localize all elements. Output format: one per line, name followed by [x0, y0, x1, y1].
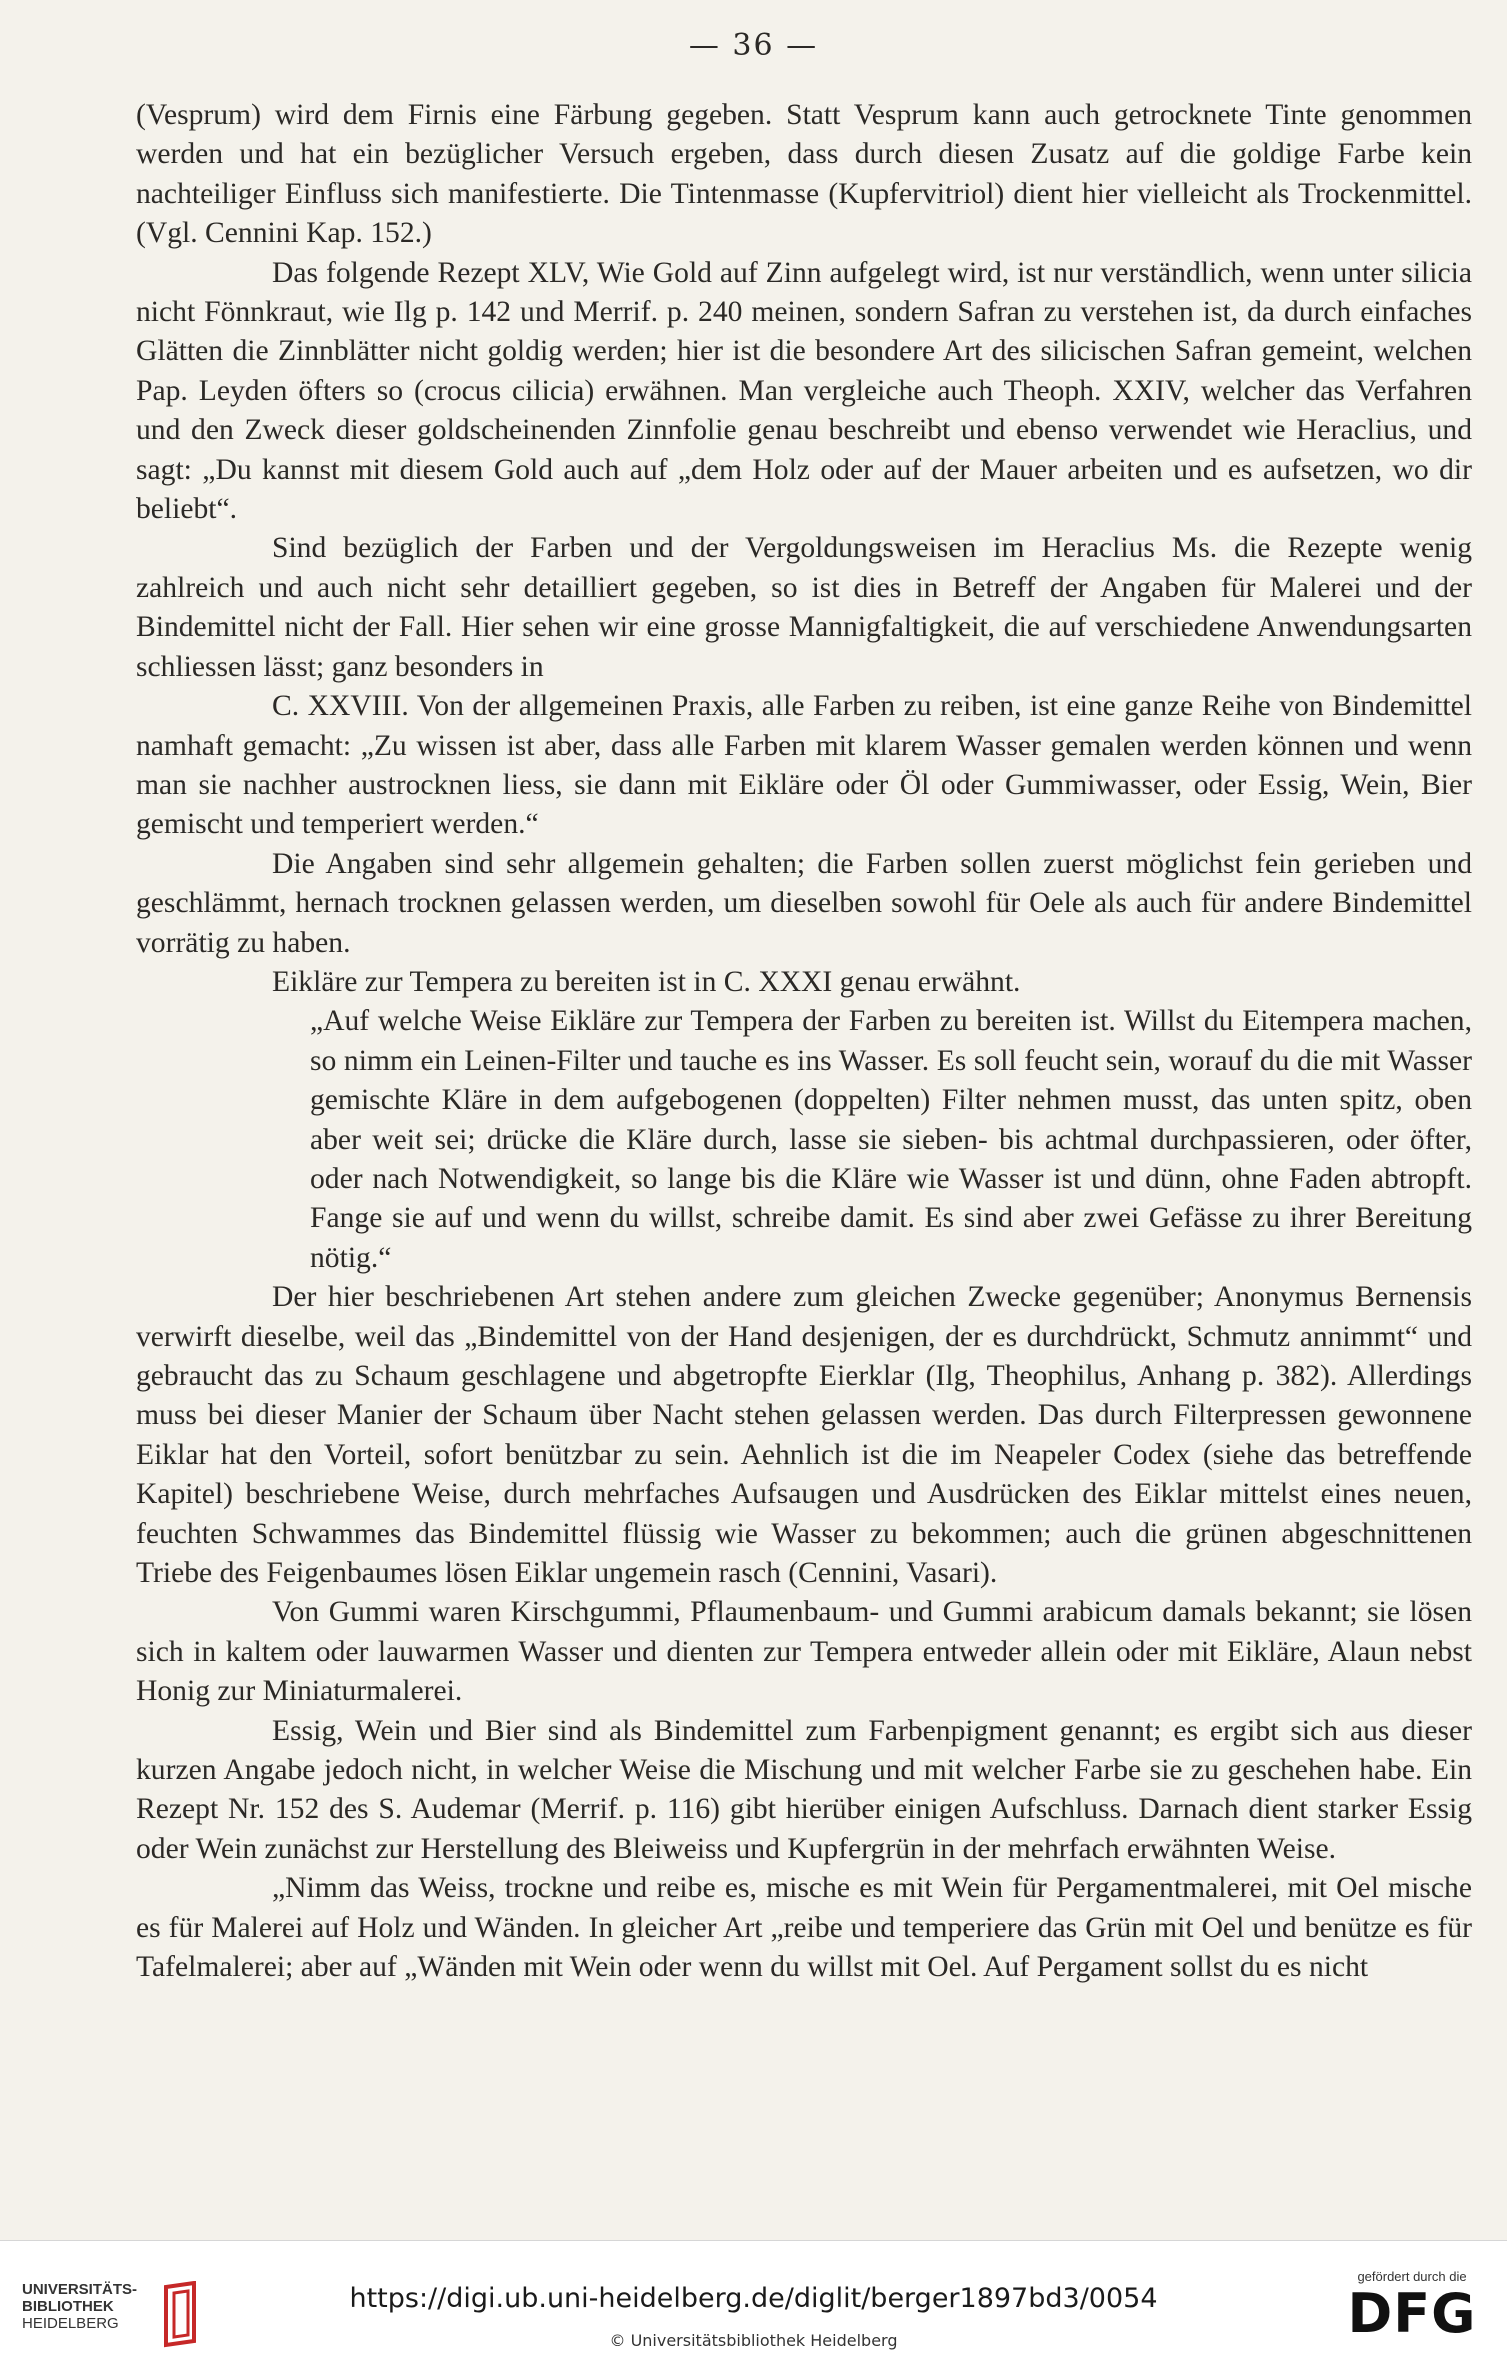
paragraph-5: Die Angaben sind sehr allgemein gehalten; die Farben sollen zuerst möglichst fein gerieben und geschlämmt, hernach trocknen gelassen werden, um dieselben sowohl für Oele als auch für andere Bindemittel vorrätig zu haben.	[136, 847, 1472, 959]
copyright-notice: © Universitätsbibliothek Heidelberg	[609, 2331, 898, 2350]
funder-label: gefördert durch die	[1357, 2269, 1467, 2284]
paragraph-7-quote: „Auf welche Weise Eikläre zur Tempera der Farben zu bereiten ist. Willst du Eitempera machen, so nimm ein Leinen-Filter und tauche es ins Wasser. Es soll feucht sein, worauf du die mit Wasser gemischte Kläre in dem aufgebogenen (doppelten) Filter nehmen musst, das unten spitz, oben aber weit sei; drücke die Kläre durch, lasse sie sieben- bis achtmal durchpassieren, oder öfter, oder nach Notwendigkeit, so lange bis die Kläre wie Wasser ist und dünn, ohne Faden abtropft. Fange sie auf und wenn du willst, schreibe damit. Es sind aber zwei Gefässe zu ihrer Bereitung nötig.“	[310, 1005, 1472, 1274]
paragraph-8: Der hier beschriebenen Art stehen andere zum gleichen Zwecke gegenüber; Anonymus Bernensis verwirft dieselbe, weil das „Bindemittel von der Hand desjenigen, der es durchdrückt, Schmutz annimmt“ und gebraucht das zu Schaum geschlagene und abgetropfte Eierklar (Ilg, Theophilus, Anhang p. 382). Allerdings muss bei dieser Manier der Schaum über Nacht stehen gelassen werden. Das durch Filterpressen gewonnene Eiklar hat den Vorteil, sofort benützbar zu sein. Aehnlich ist die im Neapeler Codex (siehe das betreffende Kapitel) beschriebene Weise, durch mehrfaches Aufsaugen und Ausdrücken des Eiklar mittelst eines neuen, feuchten Schwammes das Bindemittel flüssig wie Wasser zu bekommen; auch die grünen abgeschnittenen Triebe des Feigenbaumes lösen Eiklar ungemein rasch (Cennini, Vasari).	[136, 1281, 1472, 1590]
permalink-url[interactable]: https://digi.ub.uni-heidelberg.de/diglit/berger1897bd3/0054	[349, 2283, 1158, 2314]
library-line-3: HEIDELBERG	[22, 2315, 119, 2332]
paragraph-4: C. XXVIII. Von der allgemeinen Praxis, alle Farben zu reiben, ist eine ganze Reihe von Bindemittel namhaft gemacht: „Zu wissen ist aber, dass alle Farben mit klarem Wasser gemalen werden können und wenn man sie nachher austrocknen liess, sie dann mit Eikläre oder Öl oder Gummiwasser, oder Essig, Wein, Bier gemischt und temperiert werden.“	[136, 690, 1472, 841]
dfg-logo[interactable]: DFG	[1347, 2282, 1477, 2345]
paragraph-11: „Nimm das Weiss, trockne und reibe es, mische es mit Wein für Pergamentmalerei, mit Oel mische es für Malerei auf Holz und Wänden. In gleicher Art „reibe und temperiere das Grün mit Oel und benütze es für Tafelmalerei; aber auf „Wänden mit Wein oder wenn du willst mit Oel. Auf Pergament sollst du es nicht	[136, 1872, 1472, 1984]
library-line-2: BIBLIOTHEK	[22, 2298, 114, 2315]
page-number: — 36 —	[688, 28, 819, 63]
paragraph-1: (Vesprum) wird dem Firnis eine Färbung gegeben. Statt Vesprum kann auch getrocknete Tinte genommen werden und hat ein bezüglicher Versuch ergeben, dass durch diesen Zusatz auf die goldige Farbe kein nachteiliger Einfluss sich manifestierte. Die Tintenmasse (Kupfervitriol) dient hier vielleicht als Trockenmittel. (Vgl. Cennini Kap. 152.)	[136, 99, 1472, 250]
body-text	[136, 96, 1472, 1988]
paragraph-6: Eikläre zur Tempera zu bereiten ist in C. XXXI genau erwähnt.	[272, 965, 1021, 998]
library-line-1: UNIVERSITÄTS-	[22, 2281, 138, 2298]
paragraph-3: Sind bezüglich der Farben und der Vergoldungsweisen im Heraclius Ms. die Rezepte wenig zahlreich und auch nicht sehr detailliert gegeben, so ist dies in Betreff der Angaben für Malerei und der Bindemittel nicht der Fall. Hier sehen wir eine grosse Mannigfaltigkeit, die auf verschiedene Anwendungsarten schliessen lässt; ganz besonders in	[136, 532, 1472, 683]
footer-bar	[0, 2240, 1507, 2379]
paragraph-10: Essig, Wein und Bier sind als Bindemittel zum Farbenpigment genannt; es ergibt sich aus dieser kurzen Angabe jedoch nicht, in welcher Weise die Mischung und mit welcher Farbe sie zu geschehen habe. Ein Rezept Nr. 152 des S. Audemar (Merrif. p. 116) gibt hierüber einigen Aufschluss. Darnach dient starker Essig oder Wein zunächst zur Herstellung des Bleiweiss und Kupfergrün in der mehrfach erwähnten Weise.	[136, 1714, 1472, 1865]
paragraph-9: Von Gummi waren Kirschgummi, Pflaumenbaum- und Gummi arabicum damals bekannt; sie lösen sich in kaltem oder lauwarmen Wasser und dienten zur Tempera entweder allein oder mit Eikläre, Alaun nebst Honig zur Miniaturmalerei.	[136, 1596, 1472, 1708]
paragraph-2: Das folgende Rezept XLV, Wie Gold auf Zinn aufgelegt wird, ist nur verständlich, wenn unter silicia nicht Fönnkraut, wie Ilg p. 142 und Merrif. p. 240 meinen, sondern Safran zu verstehen ist, da durch einfaches Glätten die Zinnblätter nicht goldig werden; hier ist die besondere Art des silicischen Safran gemeint, welchen Pap. Leyden öfters so (crocus cilicia) erwähnen. Man vergleiche auch Theoph. XXIV, welcher das Verfahren und den Zweck dieser goldscheinenden Zinnfolie genau beschreibt und ebenso verwendet wie Heraclius, und sagt: „Du kannst mit diesem Gold auch auf „dem Holz oder auf der Mauer arbeiten und es aufsetzen, wo dir beliebt“.	[136, 256, 1472, 526]
funder-block	[1347, 2269, 1477, 2344]
